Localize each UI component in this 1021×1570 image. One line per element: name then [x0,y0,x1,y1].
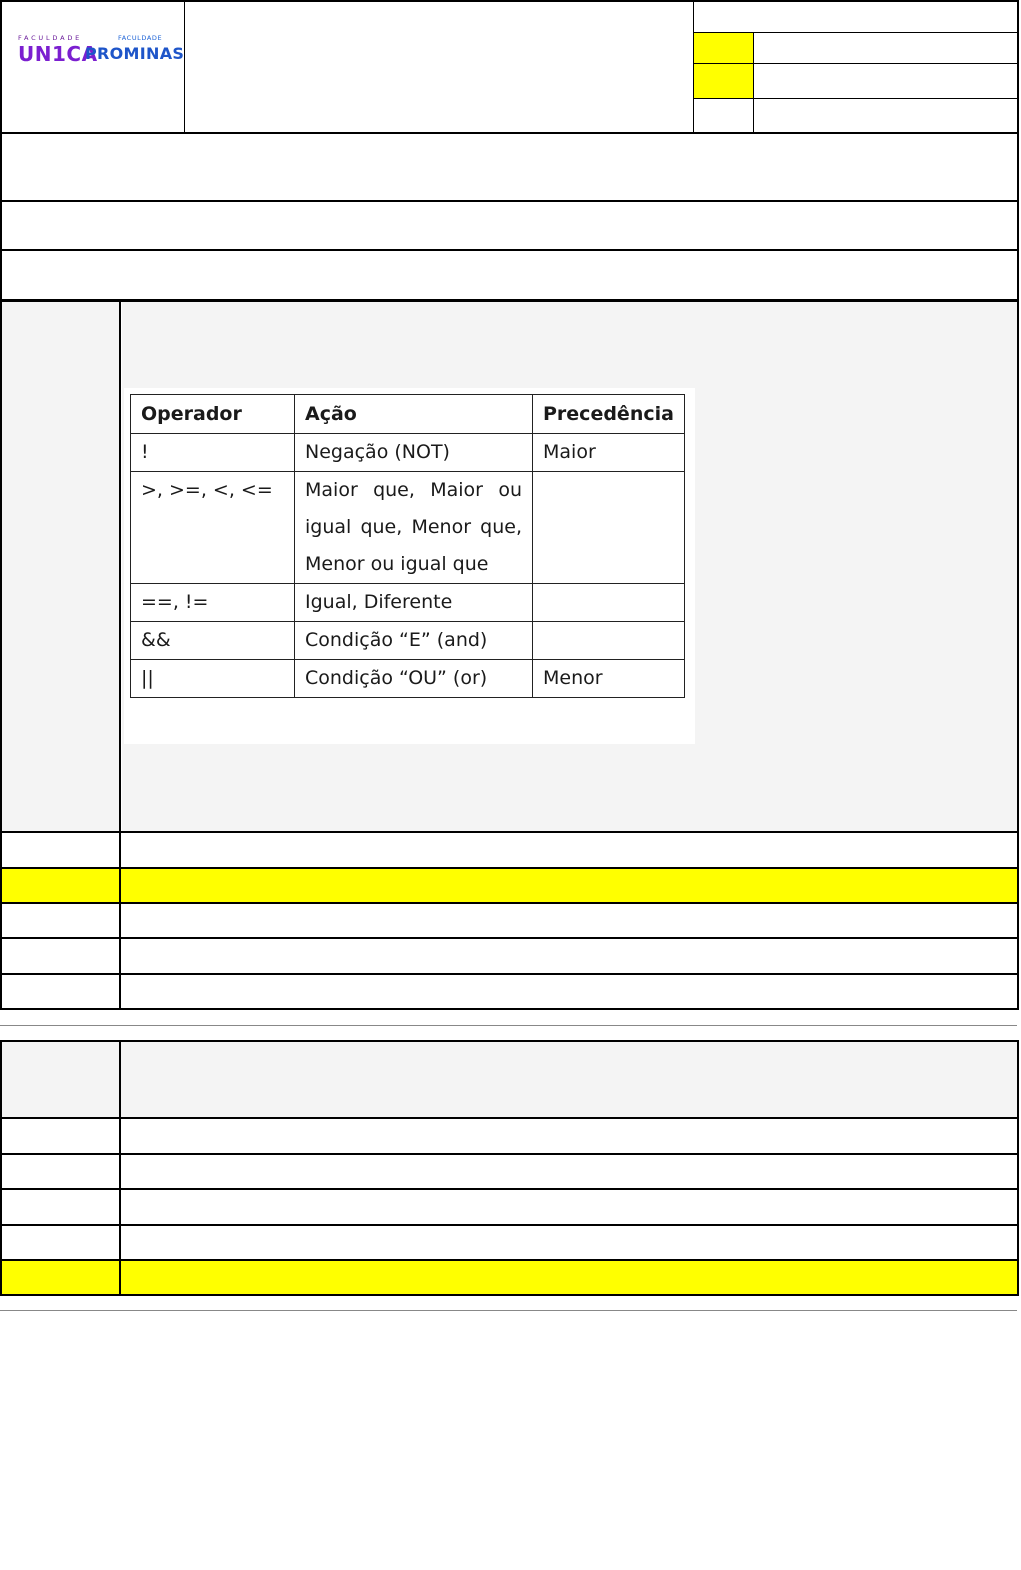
info-cell [694,99,754,133]
column-divider [119,300,121,1010]
row-divider [0,937,1019,939]
answer-option-highlighted [2,868,1017,902]
header-info-row [694,63,1019,99]
row-divider [0,1259,1019,1261]
action-cell: Igual, Diferente [295,584,533,622]
action-cell: Maior que, Maior ou igual que, Menor que, Menor ou igual que [295,472,533,584]
column-divider [119,1040,121,1296]
row-divider [0,831,1019,833]
logo-unica: UN1CA [18,42,98,66]
section-separator [0,1310,1017,1311]
row-divider [0,1188,1019,1190]
operator-cell: ! [131,434,295,472]
row-divider [0,867,1019,869]
precedence-cell [533,584,685,622]
column-header: Precedência [533,395,685,434]
precedence-cell: Menor [533,660,685,698]
operator-cell: || [131,660,295,698]
operator-cell: && [131,622,295,660]
row-divider [0,200,1019,202]
highlight-cell [694,64,754,99]
row-divider [0,249,1019,251]
precedence-cell [533,622,685,660]
table-header-row [131,395,685,434]
operator-cell: ==, != [131,584,295,622]
table-row [131,434,685,472]
row-divider [0,973,1019,975]
table-row [131,622,685,660]
highlight-cell [694,33,754,64]
row-divider [0,1117,1019,1119]
header-divider [184,0,185,134]
table-row [131,660,685,698]
row-divider [0,1153,1019,1155]
precedence-cell [533,472,685,584]
table-row [131,472,685,584]
operator-precedence-figure [124,388,695,744]
logo-caption: FACULDADE [18,34,83,42]
action-cell: Condição “OU” (or) [295,660,533,698]
operator-precedence-table [130,394,685,698]
operator-cell: >, >=, <, <= [131,472,295,584]
header-info-row [694,98,1019,133]
row-divider [0,902,1019,904]
section-separator [0,1025,1017,1026]
logo-prominas: PROMINAS [85,44,185,63]
question-section [0,1040,1019,1296]
column-header: Ação [295,395,533,434]
institution-logo [18,34,185,66]
table-row [131,584,685,622]
row-divider [0,1224,1019,1226]
action-cell: Condição “E” (and) [295,622,533,660]
column-header: Operador [131,395,295,434]
precedence-cell: Maior [533,434,685,472]
logo-caption: FACULDADE [118,34,163,42]
header-info-row [694,32,1019,64]
action-cell: Negação (NOT) [295,434,533,472]
question-number-cell [2,302,120,832]
